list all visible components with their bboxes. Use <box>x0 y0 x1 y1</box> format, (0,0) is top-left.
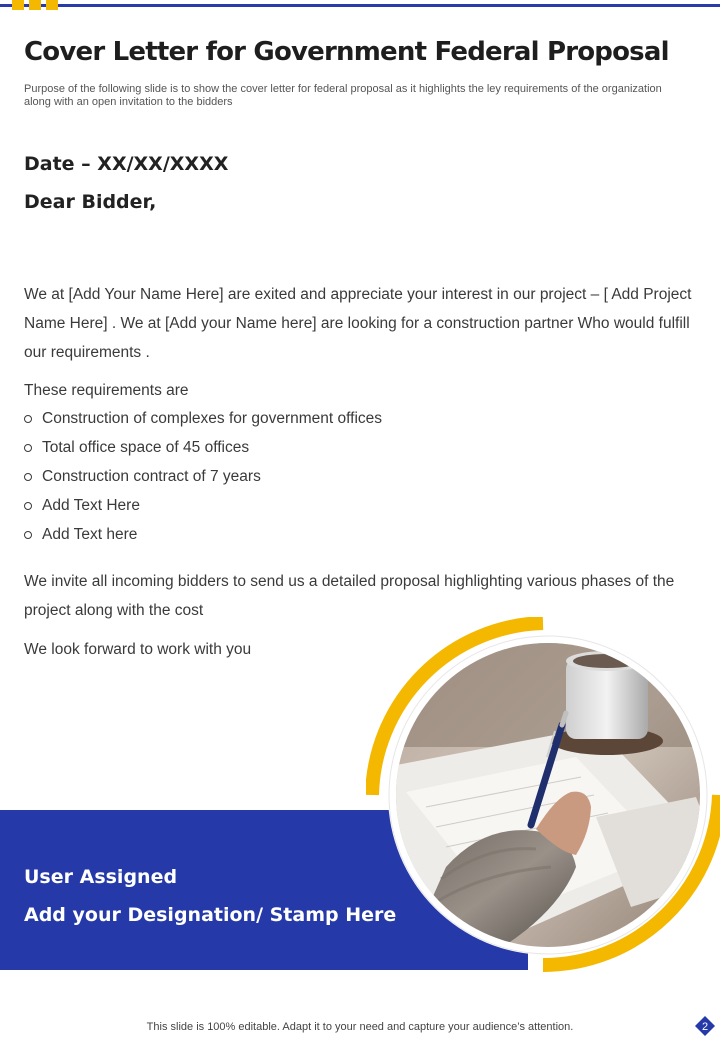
list-item-text: Construction contract of 7 years <box>42 467 261 485</box>
hand-writing-with-pen-photo <box>366 617 720 979</box>
top-decoration <box>12 0 58 10</box>
list-item-text: Add Text Here <box>42 496 140 514</box>
decor-square <box>12 0 24 10</box>
list-item <box>24 520 382 549</box>
bullet-circle-icon <box>24 502 32 510</box>
list-item <box>24 462 382 491</box>
list-item-text: Add Text here <box>42 525 138 543</box>
letter-greeting: Dear Bidder, <box>24 191 157 213</box>
page-subtitle: Purpose of the following slide is to show the cover letter for federal proposal as it highlights the ley requirements of the organization along with an open invitation to the bidders <box>24 83 662 108</box>
list-item <box>24 491 382 520</box>
letter-paragraph-invite: We invite all incoming bidders to send us a detailed proposal highlighting various phases of the project along with the cost <box>24 573 675 619</box>
page-title: Cover Letter for Government Federal Proposal <box>24 37 669 67</box>
page-number: 2 <box>701 1021 709 1033</box>
decor-square <box>29 0 41 10</box>
bullet-circle-icon <box>24 415 32 423</box>
requirements-list <box>24 404 382 549</box>
bullet-circle-icon <box>24 444 32 452</box>
page-number-badge <box>695 1016 715 1036</box>
letter-closing: We look forward to work with you <box>24 641 252 658</box>
signature-designation: Add your Designation/ Stamp Here <box>24 904 397 926</box>
bullet-circle-icon <box>24 473 32 481</box>
list-item-text: Construction of complexes for government offices <box>42 409 383 427</box>
signature-name: User Assigned <box>24 866 178 888</box>
list-item <box>24 404 382 433</box>
footer-note: This slide is 100% editable. Adapt it to your need and capture your audience’s attention. <box>146 1021 574 1033</box>
list-item-text: Total office space of 45 offices <box>42 438 250 456</box>
requirements-heading: These requirements are <box>24 382 189 399</box>
decor-square <box>46 0 58 10</box>
letter-paragraph-intro: We at [Add Your Name Here] are exited and appreciate your interest in our project – [ Add Project Name Here] . We at [Add your Name here] are looking for a construction partner Who would fulfill our requirements . <box>24 286 692 361</box>
top-rule <box>0 4 720 7</box>
bullet-circle-icon <box>24 531 32 539</box>
letter-date: Date – XX/XX/XXXX <box>24 153 229 175</box>
list-item <box>24 433 382 462</box>
